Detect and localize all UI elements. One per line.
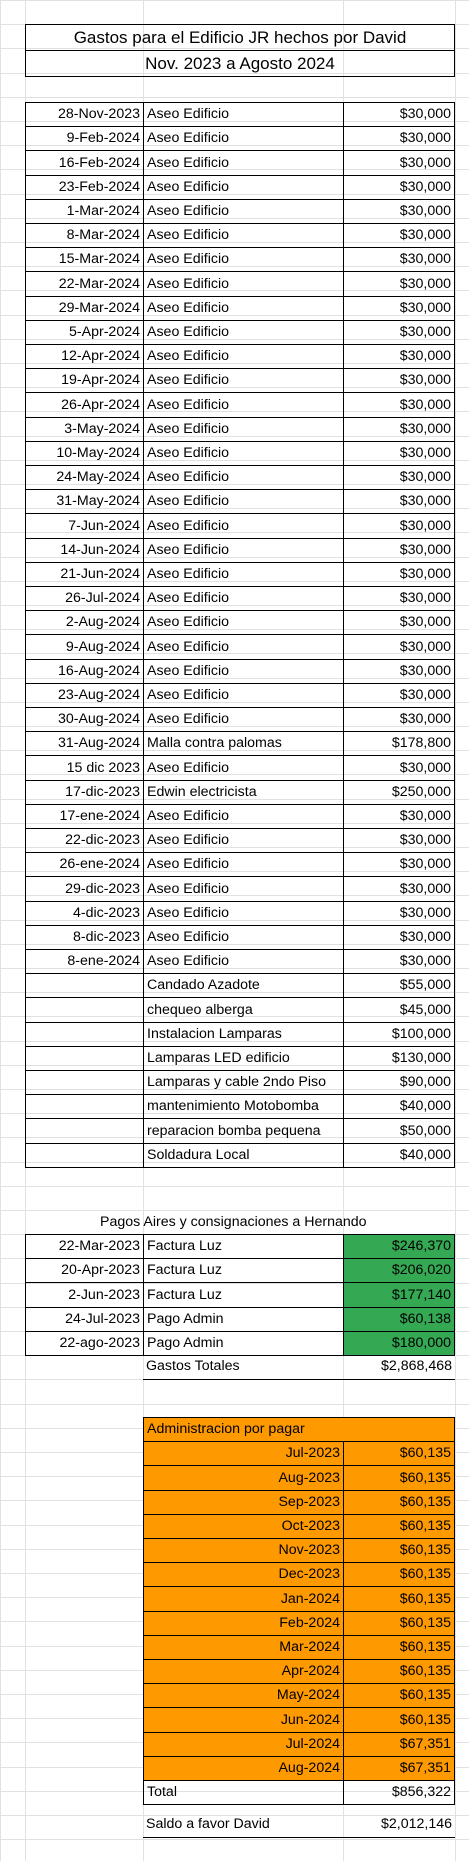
expense-amount[interactable]: $30,000 xyxy=(343,102,455,127)
expense-amount[interactable]: $30,000 xyxy=(343,586,455,611)
expense-amount[interactable]: $30,000 xyxy=(343,320,455,345)
expense-description[interactable]: Instalacion Lamparas xyxy=(143,1022,344,1047)
expense-date[interactable]: 9-Feb-2024 xyxy=(25,126,144,151)
grid-column-line xyxy=(455,0,456,1861)
admin-amount[interactable]: $60,135 xyxy=(343,1611,455,1636)
admin-amount[interactable]: $60,135 xyxy=(343,1465,455,1491)
expense-date[interactable]: 7-Jun-2024 xyxy=(25,513,144,539)
admin-amount[interactable]: $60,135 xyxy=(343,1490,455,1515)
expense-date[interactable]: 15-Mar-2024 xyxy=(25,247,144,272)
admin-amount[interactable]: $67,351 xyxy=(343,1756,455,1781)
expense-date[interactable]: 26-ene-2024 xyxy=(25,852,144,877)
expense-amount[interactable]: $30,000 xyxy=(343,707,455,732)
grid-row-line xyxy=(0,1404,469,1405)
admin-month[interactable]: Mar-2024 xyxy=(143,1635,344,1660)
expense-amount[interactable]: $100,000 xyxy=(343,1022,455,1047)
admin-month[interactable]: Dec-2023 xyxy=(143,1562,344,1587)
expense-amount[interactable]: $178,800 xyxy=(343,731,455,756)
expense-date[interactable]: 22-dic-2023 xyxy=(25,828,144,853)
admin-amount[interactable]: $67,351 xyxy=(343,1732,455,1757)
expense-description[interactable]: Aseo Edificio xyxy=(143,199,344,224)
expense-amount[interactable]: $30,000 xyxy=(343,634,455,660)
expense-date[interactable]: 8-ene-2024 xyxy=(25,949,144,974)
expense-description[interactable]: Aseo Edificio xyxy=(143,296,344,321)
expense-amount[interactable]: $30,000 xyxy=(343,489,455,514)
expense-description[interactable]: Aseo Edificio xyxy=(143,755,344,781)
payment-amount[interactable]: $246,370 xyxy=(343,1234,455,1259)
admin-amount[interactable]: $60,135 xyxy=(343,1538,455,1563)
admin-month[interactable]: Aug-2023 xyxy=(143,1465,344,1491)
expense-description[interactable]: Aseo Edificio xyxy=(143,441,344,466)
expense-description[interactable]: Malla contra palomas xyxy=(143,731,344,756)
expense-date[interactable]: 12-Apr-2024 xyxy=(25,344,144,369)
admin-amount[interactable]: $60,135 xyxy=(343,1586,455,1612)
expense-date[interactable]: 15 dic 2023 xyxy=(25,755,144,781)
expense-amount[interactable]: $30,000 xyxy=(343,150,455,176)
expense-amount[interactable]: $50,000 xyxy=(343,1118,455,1144)
expense-amount[interactable]: $30,000 xyxy=(343,271,455,297)
expense-date[interactable]: 31-Aug-2024 xyxy=(25,731,144,756)
expense-description[interactable]: Aseo Edificio xyxy=(143,852,344,877)
expense-amount[interactable]: $250,000 xyxy=(343,780,455,805)
admin-month[interactable]: Feb-2024 xyxy=(143,1611,344,1636)
payment-amount[interactable]: $180,000 xyxy=(343,1331,455,1356)
grid-row-line xyxy=(0,1839,469,1840)
expense-description[interactable]: Lamparas LED edificio xyxy=(143,1046,344,1071)
expense-date[interactable]: 2-Aug-2024 xyxy=(25,610,144,635)
expense-description[interactable]: Aseo Edificio xyxy=(143,707,344,732)
expense-description[interactable]: Aseo Edificio xyxy=(143,562,344,587)
expense-date[interactable]: 17-ene-2024 xyxy=(25,804,144,829)
expense-description[interactable]: Aseo Edificio xyxy=(143,876,344,902)
grid-row-line xyxy=(0,0,469,1)
expense-description[interactable]: Lamparas y cable 2ndo Piso xyxy=(143,1070,344,1095)
admin-month[interactable]: Jan-2024 xyxy=(143,1586,344,1612)
gastos-totales-amount[interactable]: $2,868,468 xyxy=(343,1355,455,1380)
expense-amount[interactable]: $30,000 xyxy=(343,296,455,321)
expense-description[interactable]: reparacion bomba pequena xyxy=(143,1118,344,1144)
payment-description[interactable]: Pago Admin xyxy=(143,1331,344,1356)
expense-date[interactable] xyxy=(25,1046,144,1071)
payment-amount[interactable]: $60,138 xyxy=(343,1307,455,1332)
saldo-label[interactable]: Saldo a favor David xyxy=(143,1813,344,1838)
expense-description[interactable]: Aseo Edificio xyxy=(143,949,344,974)
expense-amount[interactable]: $30,000 xyxy=(343,683,455,708)
admin-month[interactable]: Jun-2024 xyxy=(143,1707,344,1733)
admin-month[interactable]: Oct-2023 xyxy=(143,1514,344,1539)
payment-date[interactable]: 24-Jul-2023 xyxy=(25,1307,144,1332)
expense-amount[interactable]: $30,000 xyxy=(343,538,455,563)
payment-date[interactable]: 2-Jun-2023 xyxy=(25,1282,144,1308)
expense-amount[interactable]: $30,000 xyxy=(343,949,455,974)
admin-amount[interactable]: $60,135 xyxy=(343,1635,455,1660)
expense-amount[interactable]: $40,000 xyxy=(343,1143,455,1168)
expense-amount[interactable]: $30,000 xyxy=(343,659,455,684)
expense-date[interactable]: 14-Jun-2024 xyxy=(25,538,144,563)
expense-description[interactable]: chequeo alberga xyxy=(143,997,344,1023)
expense-amount[interactable]: $30,000 xyxy=(343,417,455,442)
admin-total-amount[interactable]: $856,322 xyxy=(343,1780,455,1805)
payment-date[interactable]: 22-Mar-2023 xyxy=(25,1234,144,1259)
expense-description[interactable]: Aseo Edificio xyxy=(143,392,344,418)
expense-description[interactable]: Aseo Edificio xyxy=(143,247,344,272)
payment-description[interactable]: Factura Luz xyxy=(143,1234,344,1259)
expense-amount[interactable]: $30,000 xyxy=(343,562,455,587)
expense-description[interactable]: Aseo Edificio xyxy=(143,271,344,297)
expense-amount[interactable]: $130,000 xyxy=(343,1046,455,1071)
grid-row-line xyxy=(0,97,469,98)
expense-amount[interactable]: $30,000 xyxy=(343,247,455,272)
expense-description[interactable]: Aseo Edificio xyxy=(143,634,344,660)
expense-date[interactable]: 9-Aug-2024 xyxy=(25,634,144,660)
expense-description[interactable]: Aseo Edificio xyxy=(143,925,344,950)
expense-date[interactable]: 23-Aug-2024 xyxy=(25,683,144,708)
expense-date[interactable]: 22-Mar-2024 xyxy=(25,271,144,297)
admin-month[interactable]: Nov-2023 xyxy=(143,1538,344,1563)
expense-amount[interactable]: $30,000 xyxy=(343,175,455,200)
expense-date[interactable]: 19-Apr-2024 xyxy=(25,368,144,393)
expense-amount[interactable]: $30,000 xyxy=(343,755,455,781)
expense-description[interactable]: Aseo Edificio xyxy=(143,610,344,635)
expense-amount[interactable]: $90,000 xyxy=(343,1070,455,1095)
admin-month[interactable]: Sep-2023 xyxy=(143,1490,344,1515)
grid-row-line xyxy=(0,1186,469,1187)
expense-description[interactable]: Edwin electricista xyxy=(143,780,344,805)
expense-date[interactable] xyxy=(25,1070,144,1095)
expense-date[interactable] xyxy=(25,1143,144,1168)
expense-date[interactable]: 8-dic-2023 xyxy=(25,925,144,950)
payment-description[interactable]: Factura Luz xyxy=(143,1282,344,1308)
expense-date[interactable]: 17-dic-2023 xyxy=(25,780,144,805)
admin-amount[interactable]: $60,135 xyxy=(343,1441,455,1466)
expense-description[interactable]: Aseo Edificio xyxy=(143,126,344,151)
expense-amount[interactable]: $30,000 xyxy=(343,392,455,418)
expense-description[interactable]: Aseo Edificio xyxy=(143,368,344,393)
expense-date[interactable] xyxy=(25,1094,144,1119)
expense-amount[interactable]: $30,000 xyxy=(343,368,455,393)
admin-total-label[interactable]: Total xyxy=(143,1780,344,1805)
expense-date[interactable]: 10-May-2024 xyxy=(25,441,144,466)
expense-date[interactable]: 5-Apr-2024 xyxy=(25,320,144,345)
payment-description[interactable]: Factura Luz xyxy=(143,1258,344,1283)
expense-amount[interactable]: $45,000 xyxy=(343,997,455,1023)
expense-description[interactable]: Aseo Edificio xyxy=(143,320,344,345)
payment-amount[interactable]: $177,140 xyxy=(343,1282,455,1308)
saldo-amount[interactable]: $2,012,146 xyxy=(343,1813,455,1838)
expense-date[interactable]: 16-Feb-2024 xyxy=(25,150,144,176)
expense-description[interactable]: Aseo Edificio xyxy=(143,465,344,490)
expense-date[interactable]: 29-Mar-2024 xyxy=(25,296,144,321)
title-line-2[interactable]: Nov. 2023 a Agosto 2024 xyxy=(25,50,455,77)
admin-amount[interactable]: $60,135 xyxy=(343,1659,455,1684)
expense-amount[interactable]: $55,000 xyxy=(343,973,455,998)
expense-description[interactable]: Aseo Edificio xyxy=(143,513,344,539)
admin-month[interactable]: Apr-2024 xyxy=(143,1659,344,1684)
expense-date[interactable]: 21-Jun-2024 xyxy=(25,562,144,587)
expense-date[interactable]: 24-May-2024 xyxy=(25,465,144,490)
payment-amount[interactable]: $206,020 xyxy=(343,1258,455,1283)
expense-date[interactable]: 23-Feb-2024 xyxy=(25,175,144,200)
expense-date[interactable]: 28-Nov-2023 xyxy=(25,102,144,127)
expense-amount[interactable]: $30,000 xyxy=(343,126,455,151)
expense-description[interactable]: Aseo Edificio xyxy=(143,586,344,611)
expense-date[interactable] xyxy=(25,997,144,1023)
expense-date[interactable]: 26-Apr-2024 xyxy=(25,392,144,418)
admin-amount[interactable]: $60,135 xyxy=(343,1514,455,1539)
expense-date[interactable]: 1-Mar-2024 xyxy=(25,199,144,224)
admin-amount[interactable]: $60,135 xyxy=(343,1683,455,1708)
expense-description[interactable]: mantenimiento Motobomba xyxy=(143,1094,344,1119)
expense-date[interactable] xyxy=(25,1022,144,1047)
admin-month[interactable]: Jul-2023 xyxy=(143,1441,344,1466)
expense-date[interactable]: 30-Aug-2024 xyxy=(25,707,144,732)
expense-date[interactable] xyxy=(25,1118,144,1144)
expense-amount[interactable]: $30,000 xyxy=(343,852,455,877)
expense-description[interactable]: Candado Azadote xyxy=(143,973,344,998)
expense-description[interactable]: Aseo Edificio xyxy=(143,150,344,176)
title-line-1[interactable]: Gastos para el Edificio JR hechos por David xyxy=(25,24,455,51)
expense-date[interactable]: 4-dic-2023 xyxy=(25,901,144,926)
expense-date[interactable]: 26-Jul-2024 xyxy=(25,586,144,611)
expense-amount[interactable]: $30,000 xyxy=(343,901,455,926)
payments-title[interactable]: Pagos Aires y consignaciones a Hernando xyxy=(100,1214,367,1230)
expense-description[interactable]: Aseo Edificio xyxy=(143,538,344,563)
expense-date[interactable]: 29-dic-2023 xyxy=(25,876,144,902)
expense-description[interactable]: Aseo Edificio xyxy=(143,683,344,708)
expense-description[interactable]: Aseo Edificio xyxy=(143,417,344,442)
admin-month[interactable]: May-2024 xyxy=(143,1683,344,1708)
payment-date[interactable]: 20-Apr-2023 xyxy=(25,1258,144,1283)
expense-description[interactable]: Aseo Edificio xyxy=(143,901,344,926)
admin-title[interactable]: Administracion por pagar xyxy=(143,1417,455,1442)
grid-column-line xyxy=(0,0,1,1861)
expense-description[interactable]: Aseo Edificio xyxy=(143,489,344,514)
expense-description[interactable]: Aseo Edificio xyxy=(143,828,344,853)
expense-amount[interactable]: $30,000 xyxy=(343,610,455,635)
expense-date[interactable] xyxy=(25,973,144,998)
expense-amount[interactable]: $30,000 xyxy=(343,804,455,829)
expense-description[interactable]: Aseo Edificio xyxy=(143,223,344,248)
expense-date[interactable]: 16-Aug-2024 xyxy=(25,659,144,684)
expense-amount[interactable]: $30,000 xyxy=(343,876,455,902)
gastos-totales-label[interactable]: Gastos Totales xyxy=(143,1355,344,1380)
admin-amount[interactable]: $60,135 xyxy=(343,1562,455,1587)
payment-description[interactable]: Pago Admin xyxy=(143,1307,344,1332)
expense-amount[interactable]: $30,000 xyxy=(343,828,455,853)
expense-description[interactable]: Aseo Edificio xyxy=(143,175,344,200)
expense-description[interactable]: Aseo Edificio xyxy=(143,804,344,829)
expense-amount[interactable]: $30,000 xyxy=(343,465,455,490)
admin-month[interactable]: Aug-2024 xyxy=(143,1756,344,1781)
expense-amount[interactable]: $30,000 xyxy=(343,441,455,466)
expense-amount[interactable]: $30,000 xyxy=(343,925,455,950)
payment-date[interactable]: 22-ago-2023 xyxy=(25,1331,144,1356)
expense-description[interactable]: Soldadura Local xyxy=(143,1143,344,1168)
admin-amount[interactable]: $60,135 xyxy=(343,1707,455,1733)
expense-amount[interactable]: $30,000 xyxy=(343,223,455,248)
expense-amount[interactable]: $40,000 xyxy=(343,1094,455,1119)
grid-row-line xyxy=(0,1210,469,1211)
expense-amount[interactable]: $30,000 xyxy=(343,199,455,224)
expense-date[interactable]: 3-May-2024 xyxy=(25,417,144,442)
expense-amount[interactable]: $30,000 xyxy=(343,344,455,369)
expense-description[interactable]: Aseo Edificio xyxy=(143,659,344,684)
expense-description[interactable]: Aseo Edificio xyxy=(143,344,344,369)
expense-description[interactable]: Aseo Edificio xyxy=(143,102,344,127)
expense-amount[interactable]: $30,000 xyxy=(343,513,455,539)
expense-date[interactable]: 31-May-2024 xyxy=(25,489,144,514)
expense-date[interactable]: 8-Mar-2024 xyxy=(25,223,144,248)
admin-month[interactable]: Jul-2024 xyxy=(143,1732,344,1757)
